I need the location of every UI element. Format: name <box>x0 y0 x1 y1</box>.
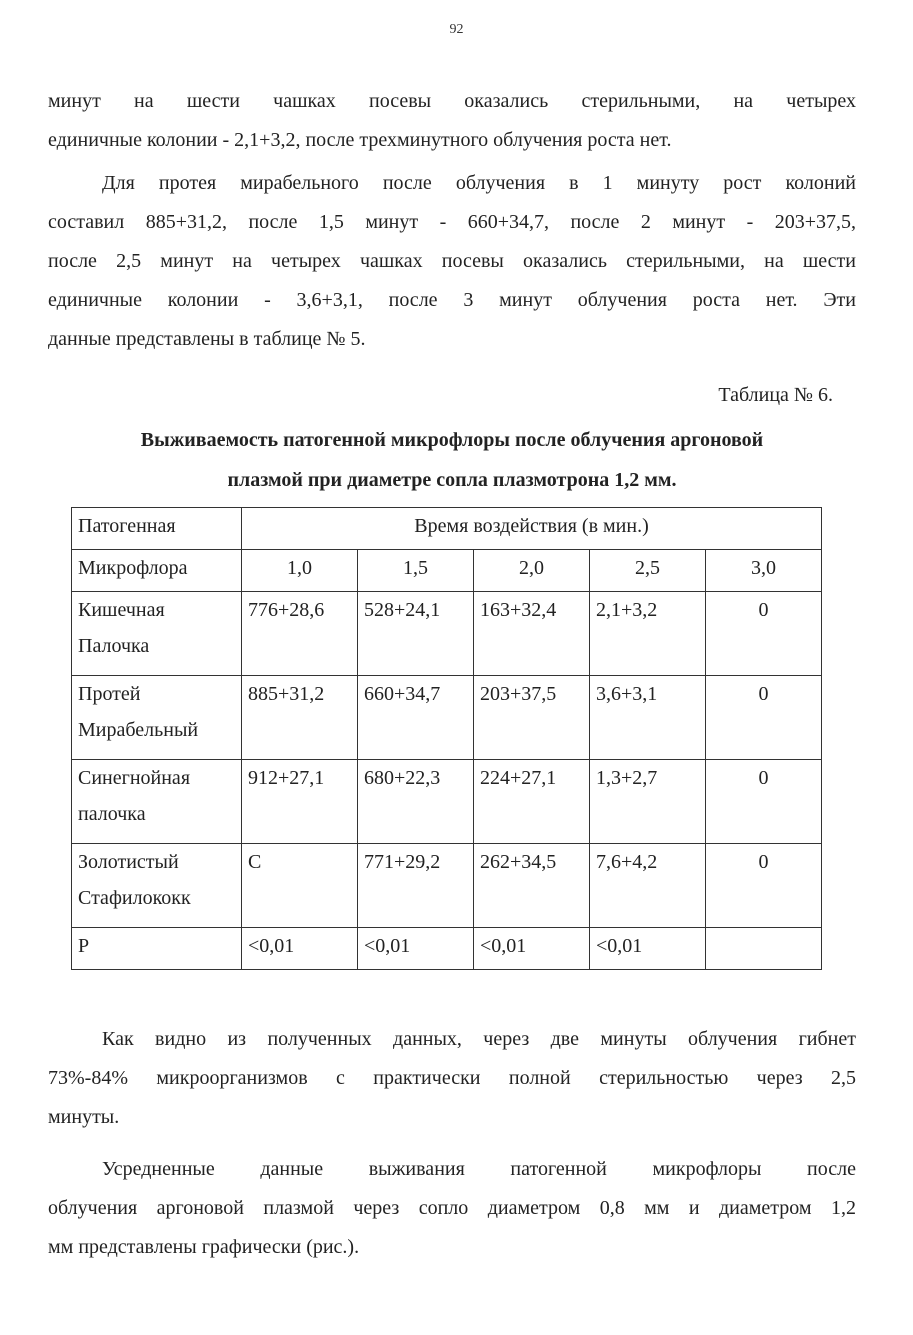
p-value-cell: <0,01 <box>358 928 474 970</box>
row-label <box>72 676 242 760</box>
text-line: Усредненные данные выживания патогенной микрофлоры после <box>102 1158 856 1180</box>
text-line: 73%-84% микроорганизмов с практически полной стерильностью через 2,5 <box>48 1067 856 1089</box>
table-row <box>72 592 822 676</box>
text-line: облучения аргоновой плазмой через сопло диаметром 0,8 мм и диаметром 1,2 <box>48 1197 856 1219</box>
value-cell: 0 <box>706 676 822 760</box>
text-line-content: единичные колонии - 2,1+3,2, после трехминутного облучения роста нет. <box>48 129 672 151</box>
table-header-row <box>72 550 822 592</box>
value-cell: 771+29,2 <box>358 844 474 928</box>
value-cell: 1,3+2,7 <box>590 760 706 844</box>
row-label-line: Палочка <box>78 635 150 657</box>
value-cell: 528+24,1 <box>358 592 474 676</box>
survival-table <box>71 507 822 970</box>
table-header-row <box>72 508 822 550</box>
p-value-cell: <0,01 <box>590 928 706 970</box>
value-cell: 776+28,6 <box>242 592 358 676</box>
value-cell: 680+22,3 <box>358 760 474 844</box>
table-number: Таблица № 6. <box>718 384 833 406</box>
header-cell-time: 3,0 <box>706 550 822 592</box>
caption-line: плазмой при диаметре сопла плазмотрона 1,2 мм. <box>227 469 677 491</box>
value-cell: 262+34,5 <box>474 844 590 928</box>
row-label-line: Синегнойная <box>78 767 191 789</box>
header-cell-time-group: Время воздействия (в мин.) <box>242 508 822 550</box>
table-row <box>72 760 822 844</box>
value-cell: 0 <box>706 760 822 844</box>
header-cell-time: 1,0 <box>242 550 358 592</box>
value-cell: 2,1+3,2 <box>590 592 706 676</box>
text-line: минут на шести чашках посевы оказались стерильными, на четырех <box>48 90 856 112</box>
text-line <box>48 121 856 160</box>
value-cell: 660+34,7 <box>358 676 474 760</box>
p-label: Р <box>72 928 242 970</box>
page-number: 92 <box>449 22 464 37</box>
caption-line: Выживаемость патогенной микрофлоры после облучения аргоновой <box>140 429 764 451</box>
row-label-line: Мирабельный <box>78 719 199 741</box>
value-cell: 3,6+3,1 <box>590 676 706 760</box>
p-value-cell <box>706 928 822 970</box>
value-cell: 163+32,4 <box>474 592 590 676</box>
table-caption <box>48 420 856 500</box>
table-row <box>72 844 822 928</box>
table-row <box>72 676 822 760</box>
row-label <box>72 592 242 676</box>
header-cell-microflora-1: Патогенная <box>72 508 242 550</box>
table-row-p-value <box>72 928 822 970</box>
text-line: мм представлены графически (рис.). <box>48 1236 360 1258</box>
value-cell: 885+31,2 <box>242 676 358 760</box>
text-line: единичные колонии - 3,6+3,1, после 3 минут облучения роста нет. Эти <box>48 289 856 311</box>
text-line: Для протея мирабельного после облучения в 1 минуту рост колоний <box>102 172 856 194</box>
paragraph-proteus <box>48 164 856 359</box>
header-cell-time: 1,5 <box>358 550 474 592</box>
text-line: после 2,5 минут на четырех чашках посевы оказались стерильными, на шести <box>48 250 856 272</box>
header-cell-microflora-2: Микрофлора <box>72 550 242 592</box>
header-cell-time: 2,5 <box>590 550 706 592</box>
paragraph-conclusion <box>48 1020 856 1137</box>
row-label-line: Протей <box>78 683 141 705</box>
value-cell: 7,6+4,2 <box>590 844 706 928</box>
row-label <box>72 760 242 844</box>
paragraph-continuation <box>48 82 856 160</box>
text-line: составил 885+31,2, после 1,5 минут - 660+34,7, после 2 минут - 203+37,5, <box>48 211 856 233</box>
row-label-line: палочка <box>78 803 146 825</box>
row-label-line: Стафилококк <box>78 887 191 909</box>
p-value-cell: <0,01 <box>242 928 358 970</box>
value-cell: С <box>242 844 358 928</box>
paragraph-averaged-data <box>48 1150 856 1267</box>
row-label <box>72 844 242 928</box>
row-label-line: Кишечная <box>78 599 165 621</box>
value-cell: 203+37,5 <box>474 676 590 760</box>
text-line: минуты. <box>48 1106 120 1128</box>
p-value-cell: <0,01 <box>474 928 590 970</box>
header-cell-time: 2,0 <box>474 550 590 592</box>
value-cell: 224+27,1 <box>474 760 590 844</box>
row-label-line: Золотистый <box>78 851 179 873</box>
text-line: данные представлены в таблице № 5. <box>48 328 366 350</box>
text-line: Как видно из полученных данных, через две минуты облучения гибнет <box>102 1028 856 1050</box>
value-cell: 0 <box>706 844 822 928</box>
value-cell: 0 <box>706 592 822 676</box>
value-cell: 912+27,1 <box>242 760 358 844</box>
